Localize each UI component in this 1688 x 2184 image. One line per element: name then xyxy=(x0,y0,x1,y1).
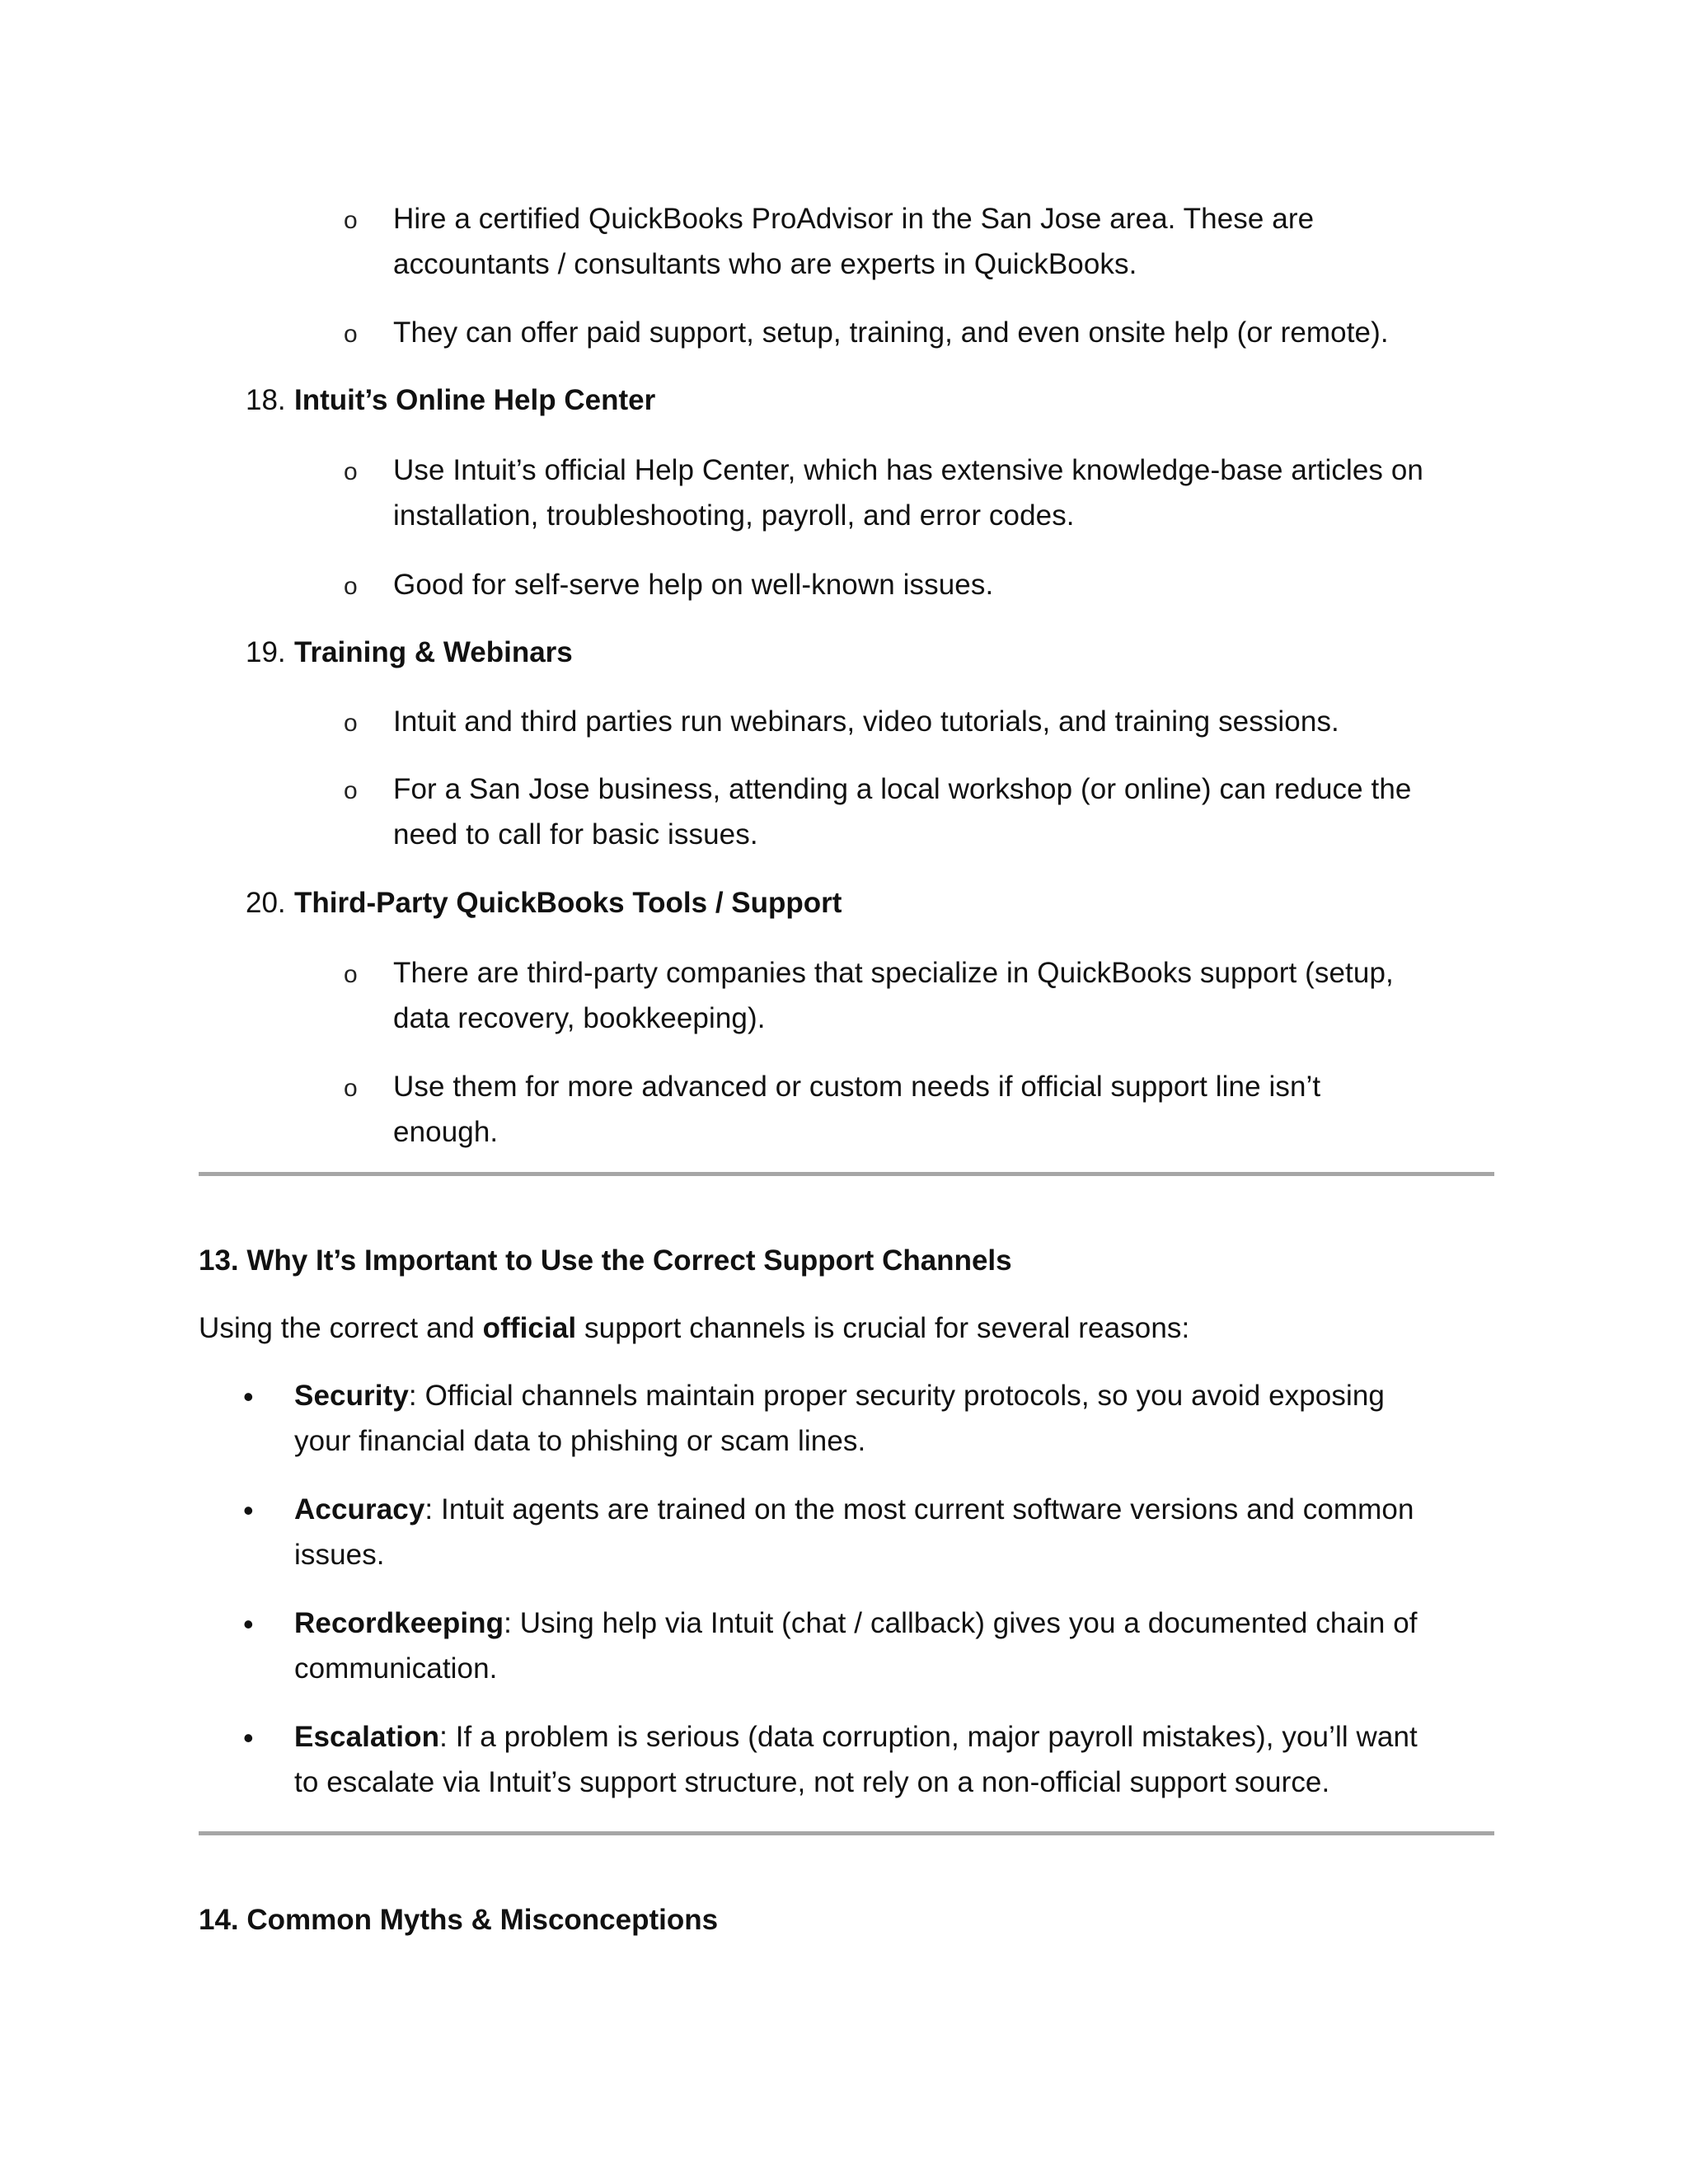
bullet-term: Recordkeeping xyxy=(294,1607,504,1639)
sub-bullet-text: Good for self-serve help on well-known issues. xyxy=(393,569,994,601)
sub-bullet-text: Use Intuit’s official Help Center, which has extensive knowledge-base articles on xyxy=(393,454,1423,486)
sub-bullet-text: Hire a certified QuickBooks ProAdvisor in the San Jose area. These are xyxy=(393,203,1315,235)
sub-bullet-text: need to call for basic issues. xyxy=(393,818,758,851)
bullet-text-continued: to escalate via Intuit’s support structure, not rely on a non-official support source. xyxy=(294,1766,1330,1798)
sub-bullet-marker: o xyxy=(344,207,358,234)
bullet-text xyxy=(294,1373,1385,1419)
sub-bullet-marker: o xyxy=(344,1075,358,1102)
sub-bullet-text: There are third-party companies that specialize in QuickBooks support (setup, xyxy=(393,957,1394,989)
list-number: 18. xyxy=(246,384,286,416)
horizontal-divider xyxy=(199,1831,1494,1835)
bullet-text-continued: your financial data to phishing or scam lines. xyxy=(294,1425,866,1457)
sub-bullet-marker: o xyxy=(344,321,358,348)
sub-bullet-text: accountants / consultants who are experts in QuickBooks. xyxy=(393,248,1137,280)
list-item-title: Training & Webinars xyxy=(294,636,573,668)
bullet-text-continued: issues. xyxy=(294,1539,385,1571)
bullet-text-continued: communication. xyxy=(294,1652,498,1685)
section-heading: 14. Common Myths & Misconceptions xyxy=(199,1904,719,1936)
bullet-marker: • xyxy=(243,1380,254,1413)
sub-bullet-text: For a San Jose business, attending a local workshop (or online) can reduce the xyxy=(393,773,1412,805)
sub-bullet-marker: o xyxy=(344,961,358,988)
list-number: 19. xyxy=(246,636,286,668)
sub-bullet-text: enough. xyxy=(393,1116,499,1148)
bullet-marker: • xyxy=(243,1607,254,1641)
bullet-term: Accuracy xyxy=(294,1493,425,1526)
intro-emphasis: official xyxy=(482,1312,577,1344)
bullet-text xyxy=(294,1487,1414,1533)
sub-bullet-marker: o xyxy=(344,573,358,600)
section-heading: 13. Why It’s Important to Use the Correct Support Channels xyxy=(199,1244,1012,1277)
sub-bullet-text: They can offer paid support, setup, training, and even onsite help (or remote). xyxy=(393,316,1389,349)
bullet-desc: : If a problem is serious (data corruption, major payroll mistakes), you’ll want xyxy=(439,1721,1418,1753)
list-item-title: Intuit’s Online Help Center xyxy=(294,384,656,416)
sub-bullet-text: data recovery, bookkeeping). xyxy=(393,1002,766,1034)
horizontal-divider xyxy=(199,1172,1494,1176)
bullet-desc: : Using help via Intuit (chat / callback) gives you a documented chain of xyxy=(504,1607,1418,1639)
bullet-term: Escalation xyxy=(294,1721,440,1753)
intro-text: Using the correct and xyxy=(199,1312,483,1344)
bullet-desc: : Official channels maintain proper security protocols, so you avoid exposing xyxy=(408,1380,1385,1412)
bullet-marker: • xyxy=(243,1493,254,1527)
sub-bullet-text: Use them for more advanced or custom needs if official support line isn’t xyxy=(393,1071,1321,1103)
sub-bullet-text: Intuit and third parties run webinars, video tutorials, and training sessions. xyxy=(393,705,1339,738)
bullet-text xyxy=(294,1714,1418,1760)
sub-bullet-text: installation, troubleshooting, payroll, and error codes. xyxy=(393,499,1075,532)
sub-bullet-marker: o xyxy=(344,777,358,804)
bullet-marker: • xyxy=(243,1721,254,1755)
section-intro xyxy=(199,1305,1189,1352)
bullet-term: Security xyxy=(294,1380,409,1412)
sub-bullet-marker: o xyxy=(344,458,358,485)
list-number: 20. xyxy=(246,887,286,919)
list-item-title: Third-Party QuickBooks Tools / Support xyxy=(294,887,842,919)
bullet-text xyxy=(294,1601,1418,1647)
sub-bullet-marker: o xyxy=(344,710,358,737)
bullet-desc: : Intuit agents are trained on the most current software versions and common xyxy=(424,1493,1414,1526)
intro-text: support channels is crucial for several reasons: xyxy=(576,1312,1190,1344)
